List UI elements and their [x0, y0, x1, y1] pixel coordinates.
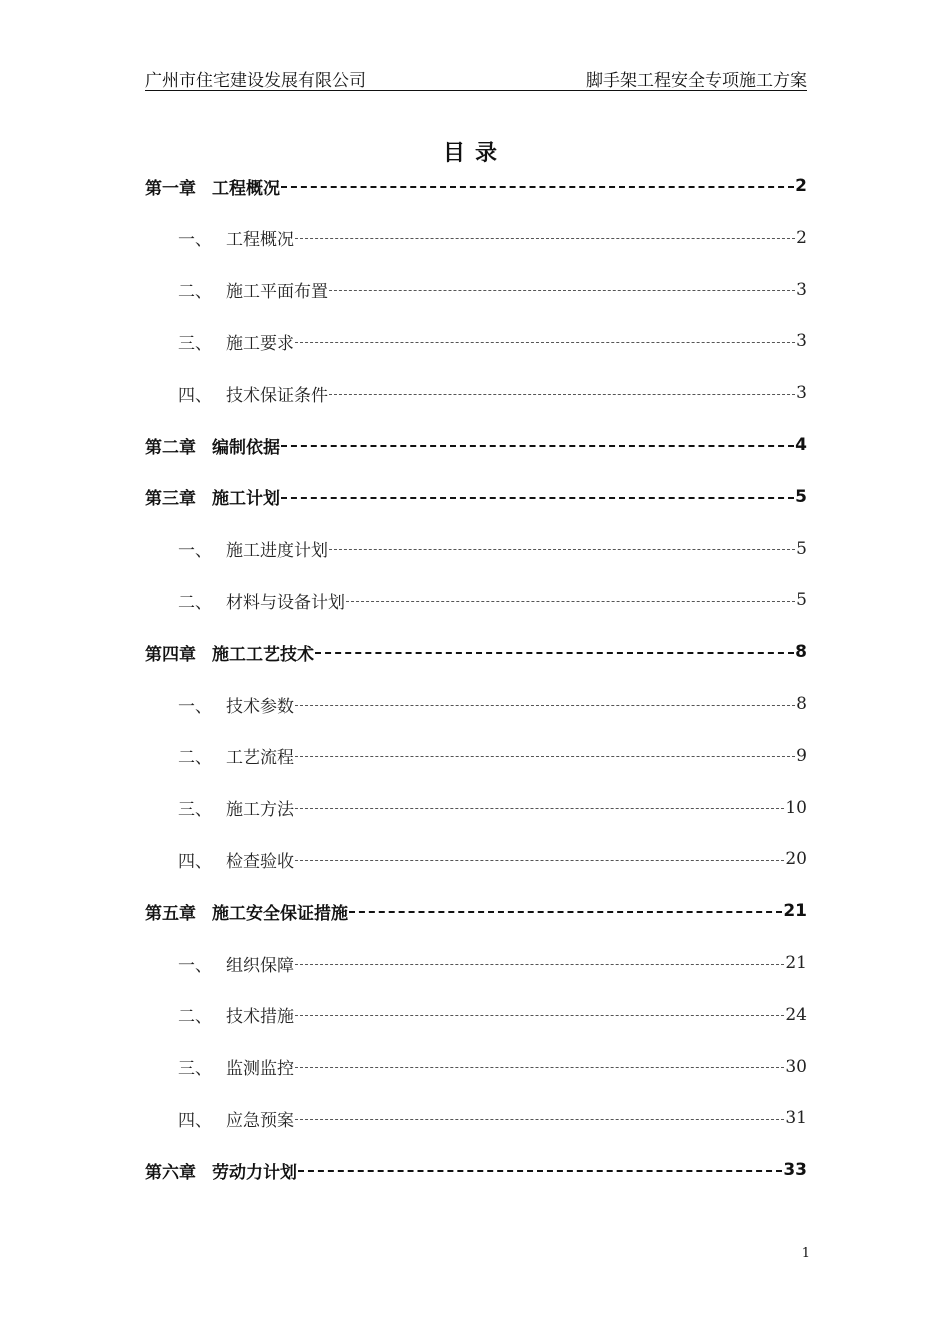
toc-entry[interactable]	[145, 686, 807, 722]
toc-entry-number: 第五章	[145, 903, 196, 924]
toc-entry-number: 三、	[178, 1059, 212, 1080]
toc-entry-number: 四、	[178, 385, 212, 406]
toc-entry-label: 技术保证条件	[226, 385, 328, 406]
toc-entry-number: 第一章	[145, 178, 196, 199]
toc-entry[interactable]	[145, 531, 807, 567]
toc-leader-line	[281, 497, 794, 499]
toc-entry[interactable]	[145, 375, 807, 411]
toc-entry-label: 施工方法	[226, 800, 294, 821]
toc-entry-page: 3	[796, 331, 807, 352]
toc-leader-line	[346, 601, 795, 602]
toc-entry-number: 二、	[178, 1007, 212, 1028]
toc-entry-label: 监测监控	[226, 1059, 294, 1080]
toc-entry-number: 第六章	[145, 1162, 196, 1183]
toc-entry-page: 2	[796, 227, 807, 248]
toc-entry-page: 21	[785, 953, 807, 973]
toc-entry-page: 5	[795, 486, 807, 507]
toc-leader-line	[295, 756, 795, 757]
toc-entry-page: 33	[783, 1160, 807, 1181]
toc-entry-page: 4	[795, 435, 807, 455]
toc-entry-label: 工程概况	[212, 178, 280, 199]
toc-leader-line	[295, 705, 795, 706]
toc-entry-page: 31	[785, 1108, 807, 1129]
toc-leader-line	[295, 860, 784, 861]
toc-entry[interactable]	[145, 790, 807, 826]
toc-entry[interactable]	[145, 1152, 807, 1188]
toc-leader-line	[349, 911, 782, 913]
toc-entry-label: 工艺流程	[226, 748, 294, 769]
toc-entry[interactable]	[145, 168, 807, 204]
toc-entry-label: 施工安全保证措施	[212, 903, 348, 924]
toc-entry-number: 二、	[178, 592, 212, 613]
toc-entry[interactable]	[145, 220, 807, 256]
toc-entry-number: 一、	[178, 541, 212, 562]
toc-entry-number: 第二章	[145, 437, 196, 458]
toc-entry-page: 3	[796, 279, 807, 300]
toc-entry-label: 施工工艺技术	[212, 644, 314, 665]
toc-entry[interactable]	[145, 582, 807, 618]
toc-entry-label: 施工进度计划	[226, 541, 328, 562]
toc-leader-line	[281, 186, 794, 188]
toc-leader-line	[295, 964, 784, 965]
toc-entry-number: 二、	[178, 282, 212, 303]
toc-entry[interactable]	[145, 634, 807, 670]
toc-entry-label: 组织保障	[226, 955, 294, 976]
toc-entry-page: 8	[796, 694, 807, 714]
toc-entry-label: 材料与设备计划	[226, 592, 345, 613]
header-company: 广州市住宅建设发展有限公司	[145, 71, 366, 91]
toc-entry-label: 劳动力计划	[212, 1162, 297, 1183]
toc-leader-line	[295, 1119, 784, 1120]
toc-leader-line	[281, 445, 794, 447]
toc-entry[interactable]	[145, 1100, 807, 1136]
toc-entry-number: 四、	[178, 1110, 212, 1131]
page-header	[145, 62, 807, 91]
toc-entry-label: 施工要求	[226, 333, 294, 354]
toc-entry-page: 3	[796, 383, 807, 404]
toc-leader-line	[329, 394, 795, 395]
toc-entry-label: 施工计划	[212, 489, 280, 510]
toc-leader-line	[295, 1015, 784, 1016]
toc-entry-page: 8	[795, 642, 807, 663]
toc-entry-page: 5	[796, 590, 807, 611]
toc-entry-number: 第四章	[145, 644, 196, 665]
toc-entry[interactable]	[145, 997, 807, 1033]
toc-leader-line	[329, 549, 795, 550]
toc-entry-page: 10	[785, 797, 807, 818]
toc-entry[interactable]	[145, 893, 807, 929]
toc-leader-line	[329, 290, 795, 291]
toc-entry-page: 2	[795, 176, 807, 196]
toc-entry-number: 三、	[178, 333, 212, 354]
toc-entry[interactable]	[145, 945, 807, 981]
toc-entry-number: 一、	[178, 696, 212, 717]
toc-entry-label: 技术措施	[226, 1007, 294, 1028]
toc-entry[interactable]	[145, 1049, 807, 1085]
toc-leader-line	[295, 238, 795, 239]
toc-entry-page: 24	[785, 1004, 807, 1025]
toc-entry-number: 第三章	[145, 489, 196, 510]
page-number: 1	[801, 1246, 810, 1261]
toc-leader-line	[315, 652, 794, 654]
toc-entry-page: 5	[796, 538, 807, 559]
toc-leader-line	[295, 1067, 784, 1068]
toc-entry-page: 20	[785, 849, 807, 870]
toc-leader-line	[295, 808, 784, 809]
toc-entry-number: 三、	[178, 800, 212, 821]
toc-entry-number: 一、	[178, 230, 212, 251]
toc-entry-number: 二、	[178, 748, 212, 769]
toc-entry[interactable]	[145, 738, 807, 774]
toc-entry-page: 30	[785, 1056, 807, 1077]
toc-entry[interactable]	[145, 841, 807, 877]
toc-entry-label: 应急预案	[226, 1110, 294, 1131]
toc-entry-page: 9	[796, 745, 807, 766]
toc-leader-line	[295, 342, 795, 343]
header-doc-title: 脚手架工程安全专项施工方案	[586, 71, 807, 91]
toc-entry-label: 施工平面布置	[226, 282, 328, 303]
toc-entry[interactable]	[145, 272, 807, 308]
toc-entry-label: 编制依据	[212, 437, 280, 458]
toc-entry[interactable]	[145, 479, 807, 515]
toc-title: 目录	[442, 141, 507, 166]
toc-entry-page: 21	[783, 901, 807, 922]
toc-leader-line	[298, 1170, 782, 1172]
toc-entry[interactable]	[145, 427, 807, 463]
toc-entry-label: 检查验收	[226, 851, 294, 872]
toc-entry-label: 技术参数	[226, 696, 294, 717]
toc-entry-number: 一、	[178, 955, 212, 976]
toc-entry-number: 四、	[178, 851, 212, 872]
toc-entry[interactable]	[145, 323, 807, 359]
toc-entry-label: 工程概况	[226, 230, 294, 251]
